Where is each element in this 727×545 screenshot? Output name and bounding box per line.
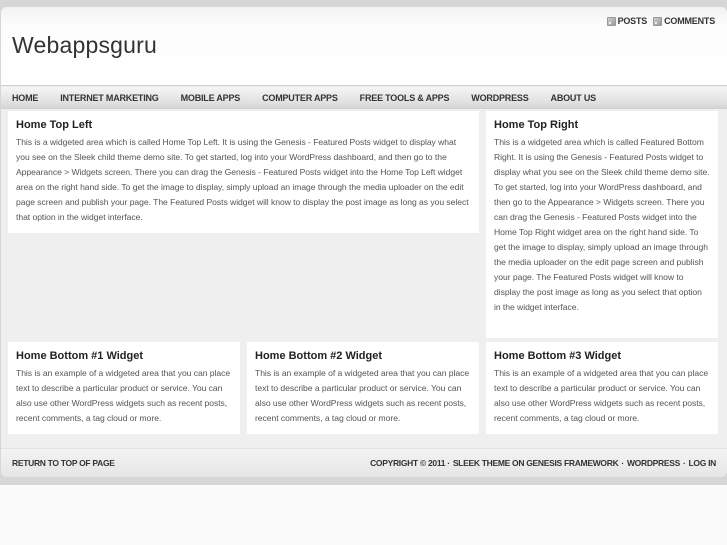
nav-item-internet-marketing[interactable]: INTERNET MARKETING	[60, 92, 159, 103]
widget-title: Home Top Right	[494, 119, 579, 131]
main-nav	[1, 87, 727, 109]
site-title[interactable]: Webappsguru	[12, 32, 157, 58]
widget-text: This is an example of a widgeted area that you can place text to describe a particular product or service. You can also use other WordPress widgets such as recent posts, recent comments, a tag cloud or more.	[255, 368, 470, 423]
return-to-top-link[interactable]: RETURN TO TOP OF PAGE	[12, 458, 115, 468]
widget-home-bottom-3	[486, 342, 718, 434]
widget-home-top-right	[486, 111, 718, 338]
nav-item-about-us[interactable]: ABOUT US	[550, 92, 596, 103]
nav-item-mobile-apps[interactable]: MOBILE APPS	[180, 92, 241, 103]
wordpress-link[interactable]: WORDPRESS	[626, 458, 680, 468]
theme-link[interactable]: SLEEK THEME ON GENESIS FRAMEWORK	[452, 458, 619, 468]
widget-home-top-left	[8, 111, 479, 233]
separator: ·	[682, 458, 686, 468]
widget-title: Home Bottom #1 Widget	[16, 350, 144, 362]
widget-text: This is a widgeted area which is called Featured Bottom Right. It is using the Genesis - Featured Posts widget to display what you see on the Sleek child theme demo site. To get started, log into your WordPress dashboard, and then go to the Appearance > Widgets screen. There you can drag the Genesis - Featured Posts widget into the Home Top Right widget area on the right hand side. To get the image to display, simply upload an image through the media uploader on the edit page screen and publish your page. The Featured Posts widget will know to display the post image as long as you select that option in the widget interface.	[494, 137, 710, 312]
widget-text: This is a widgeted area which is called Home Top Left. It is using the Genesis - Featured Posts widget to display what you see on the Sleek child theme demo site. To get started, log into your WordPress dashboard, and then go to the Appearance > Widgets screen. There you can drag the Genesis - Featured Posts widget into the Home Top Left widget area on the right hand side. To get the image to display, simply upload an image through the media uploader on the edit page screen and publish your page. The Featured Posts widget will know to display the post image as long as you select that option in the widget interface.	[16, 137, 469, 222]
footer-credits	[370, 458, 716, 468]
nav-item-computer-apps[interactable]: COMPUTER APPS	[262, 92, 338, 103]
posts-feed-label: POSTS	[617, 16, 648, 26]
nav-item-free-tools-apps[interactable]: FREE TOOLS & APPS	[359, 92, 450, 103]
nav-item-wordpress[interactable]: WORDPRESS	[471, 92, 529, 103]
site-header	[1, 7, 727, 86]
widget-title: Home Bottom #2 Widget	[255, 350, 383, 362]
comments-feed-link[interactable]	[653, 16, 715, 26]
rss-icon	[653, 17, 662, 26]
rss-icon	[607, 17, 616, 26]
copyright-text: COPYRIGHT © 2011 ·	[370, 458, 450, 468]
nav-item-home[interactable]: HOME	[12, 92, 39, 103]
widget-home-bottom-1	[8, 342, 240, 434]
widget-text: This is an example of a widgeted area that you can place text to describe a particular product or service. You can also use other WordPress widgets such as recent posts, recent comments, a tag cloud or more.	[16, 368, 231, 423]
site-container	[1, 7, 727, 477]
widget-title: Home Top Left	[16, 119, 93, 131]
posts-feed-link[interactable]	[607, 16, 648, 26]
site-footer	[1, 448, 727, 477]
comments-feed-label: COMMENTS	[664, 16, 715, 26]
separator: ·	[621, 458, 624, 468]
widget-text: This is an example of a widgeted area that you can place text to describe a particular product or service. You can also use other WordPress widgets such as recent posts, recent comments, a tag cloud or more.	[494, 368, 709, 423]
widget-title: Home Bottom #3 Widget	[494, 350, 622, 362]
widget-home-bottom-2	[247, 342, 479, 434]
header-links	[607, 16, 715, 26]
login-link[interactable]: LOG IN	[688, 458, 716, 468]
